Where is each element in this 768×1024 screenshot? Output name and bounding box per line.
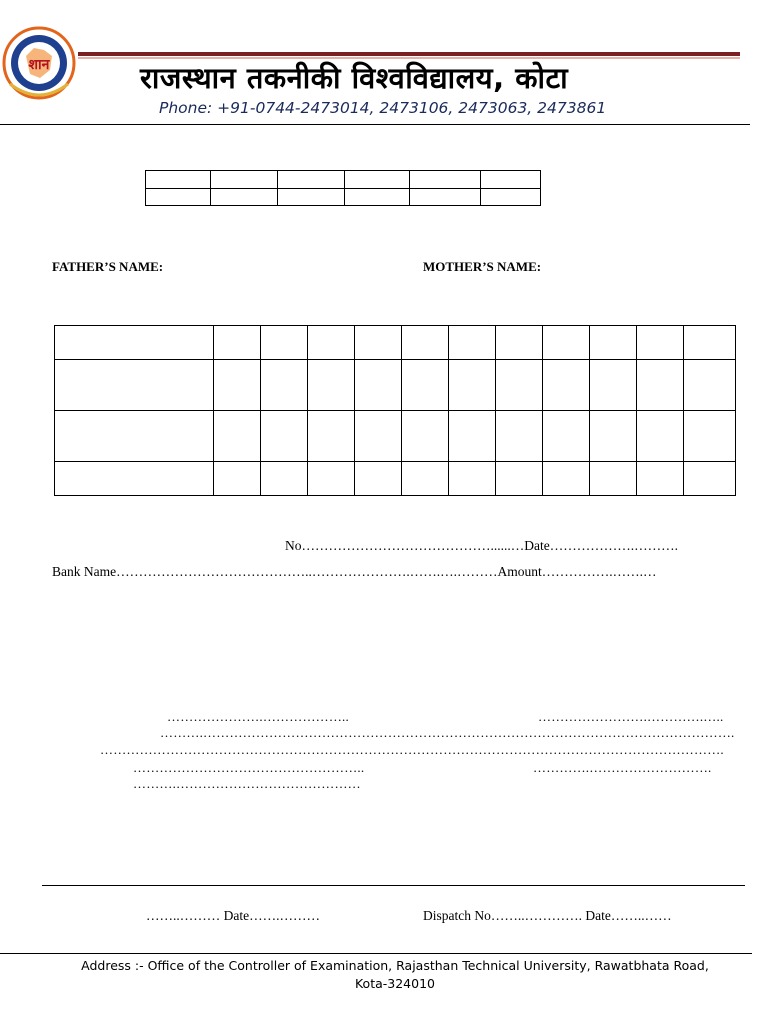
table-cell[interactable] bbox=[637, 326, 684, 360]
table-cell[interactable] bbox=[355, 360, 402, 411]
table-cell[interactable] bbox=[308, 360, 355, 411]
table-cell[interactable] bbox=[637, 462, 684, 496]
table-cell[interactable] bbox=[449, 326, 496, 360]
table-cell[interactable] bbox=[261, 411, 308, 462]
header-divider bbox=[0, 124, 750, 125]
table-cell[interactable] bbox=[637, 360, 684, 411]
table-cell[interactable] bbox=[402, 360, 449, 411]
table-cell[interactable] bbox=[543, 326, 590, 360]
table-cell[interactable] bbox=[278, 171, 345, 189]
table-cell[interactable] bbox=[345, 171, 410, 189]
table-cell[interactable] bbox=[496, 360, 543, 411]
table-cell[interactable] bbox=[410, 188, 481, 206]
dotted-line: …………………….………….….. bbox=[538, 709, 724, 724]
table-cell[interactable] bbox=[543, 411, 590, 462]
university-name: राजस्थान तकनीकी विश्वविद्यालय, कोटा bbox=[140, 61, 569, 95]
table-cell[interactable] bbox=[684, 326, 736, 360]
table-cell[interactable] bbox=[449, 462, 496, 496]
dotted-line: ……….…………………………………………………………………………………………………………. bbox=[160, 725, 735, 740]
table-cell[interactable] bbox=[410, 171, 481, 189]
dotted-line: ……….…………………………………… bbox=[133, 776, 361, 791]
table-row bbox=[146, 171, 541, 189]
table-cell[interactable] bbox=[211, 188, 278, 206]
table-cell[interactable] bbox=[355, 326, 402, 360]
table-cell[interactable] bbox=[55, 462, 214, 496]
table-cell[interactable] bbox=[684, 360, 736, 411]
table-cell[interactable] bbox=[308, 411, 355, 462]
dispatch-no-date: Dispatch No……..…………. Date……..…… bbox=[423, 908, 672, 923]
phone-numbers: Phone: +91-0744-2473014, 2473106, 2473063, 2473861 bbox=[159, 99, 607, 117]
address-divider bbox=[0, 953, 752, 954]
table-cell[interactable] bbox=[308, 326, 355, 360]
table-cell[interactable] bbox=[261, 360, 308, 411]
table-row bbox=[146, 188, 541, 206]
table-cell[interactable] bbox=[55, 326, 214, 360]
svg-text:शान: शान bbox=[28, 57, 50, 73]
marks-table bbox=[54, 325, 736, 496]
table-cell[interactable] bbox=[449, 411, 496, 462]
table-cell[interactable] bbox=[261, 462, 308, 496]
dotted-line: ………………….……………….. bbox=[167, 709, 349, 724]
dotted-line: ……………………………………………………………………………………………………………………………. bbox=[100, 742, 724, 757]
mother-name-label: MOTHER’S NAME: bbox=[423, 259, 542, 274]
table-cell[interactable] bbox=[402, 462, 449, 496]
table-cell[interactable] bbox=[684, 462, 736, 496]
table-cell[interactable] bbox=[308, 462, 355, 496]
table-cell[interactable] bbox=[214, 462, 261, 496]
roll-number-table bbox=[145, 170, 541, 206]
table-cell[interactable] bbox=[543, 462, 590, 496]
dotted-line: …………………………………………….. bbox=[133, 760, 365, 775]
table-cell[interactable] bbox=[261, 326, 308, 360]
table-cell[interactable] bbox=[402, 326, 449, 360]
table-cell[interactable] bbox=[449, 360, 496, 411]
footer-divider bbox=[42, 885, 745, 886]
payment-no-date-line: No……………………………………......…Date……………….………. bbox=[285, 538, 678, 553]
table-cell[interactable] bbox=[481, 171, 541, 189]
dispatch-date-left: ……..……… Date…….……… bbox=[146, 908, 320, 923]
header-stripe-dark bbox=[78, 52, 740, 56]
table-cell[interactable] bbox=[355, 462, 402, 496]
table-cell[interactable] bbox=[496, 462, 543, 496]
university-logo bbox=[2, 26, 76, 100]
table-row bbox=[55, 326, 736, 360]
table-cell[interactable] bbox=[214, 411, 261, 462]
table-cell[interactable] bbox=[590, 462, 637, 496]
father-name-label: FATHER’S NAME: bbox=[52, 259, 164, 274]
table-cell[interactable] bbox=[211, 171, 278, 189]
table-row bbox=[55, 462, 736, 496]
table-cell[interactable] bbox=[278, 188, 345, 206]
table-cell[interactable] bbox=[496, 411, 543, 462]
table-cell[interactable] bbox=[496, 326, 543, 360]
table-cell[interactable] bbox=[543, 360, 590, 411]
table-cell[interactable] bbox=[55, 411, 214, 462]
table-cell[interactable] bbox=[684, 411, 736, 462]
table-cell[interactable] bbox=[146, 188, 211, 206]
table-row bbox=[55, 360, 736, 411]
table-cell[interactable] bbox=[637, 411, 684, 462]
table-cell[interactable] bbox=[481, 188, 541, 206]
bank-amount-line: Bank Name……………………………………..………………….…….….………Amount…………….…….… bbox=[52, 564, 657, 579]
address-line-1: Address :- Office of the Controller of Examination, Rajasthan Technical University, Rawatbhata Road, bbox=[81, 958, 709, 973]
address-line-2: Kota-324010 bbox=[354, 976, 435, 991]
table-row bbox=[55, 411, 736, 462]
table-cell[interactable] bbox=[402, 411, 449, 462]
table-cell[interactable] bbox=[590, 326, 637, 360]
table-cell[interactable] bbox=[590, 411, 637, 462]
table-cell[interactable] bbox=[345, 188, 410, 206]
table-cell[interactable] bbox=[146, 171, 211, 189]
table-cell[interactable] bbox=[355, 411, 402, 462]
footer-address bbox=[40, 957, 750, 993]
table-cell[interactable] bbox=[214, 326, 261, 360]
table-cell[interactable] bbox=[590, 360, 637, 411]
table-cell[interactable] bbox=[214, 360, 261, 411]
table-cell[interactable] bbox=[55, 360, 214, 411]
dotted-line: ………….………………………. bbox=[533, 760, 712, 775]
